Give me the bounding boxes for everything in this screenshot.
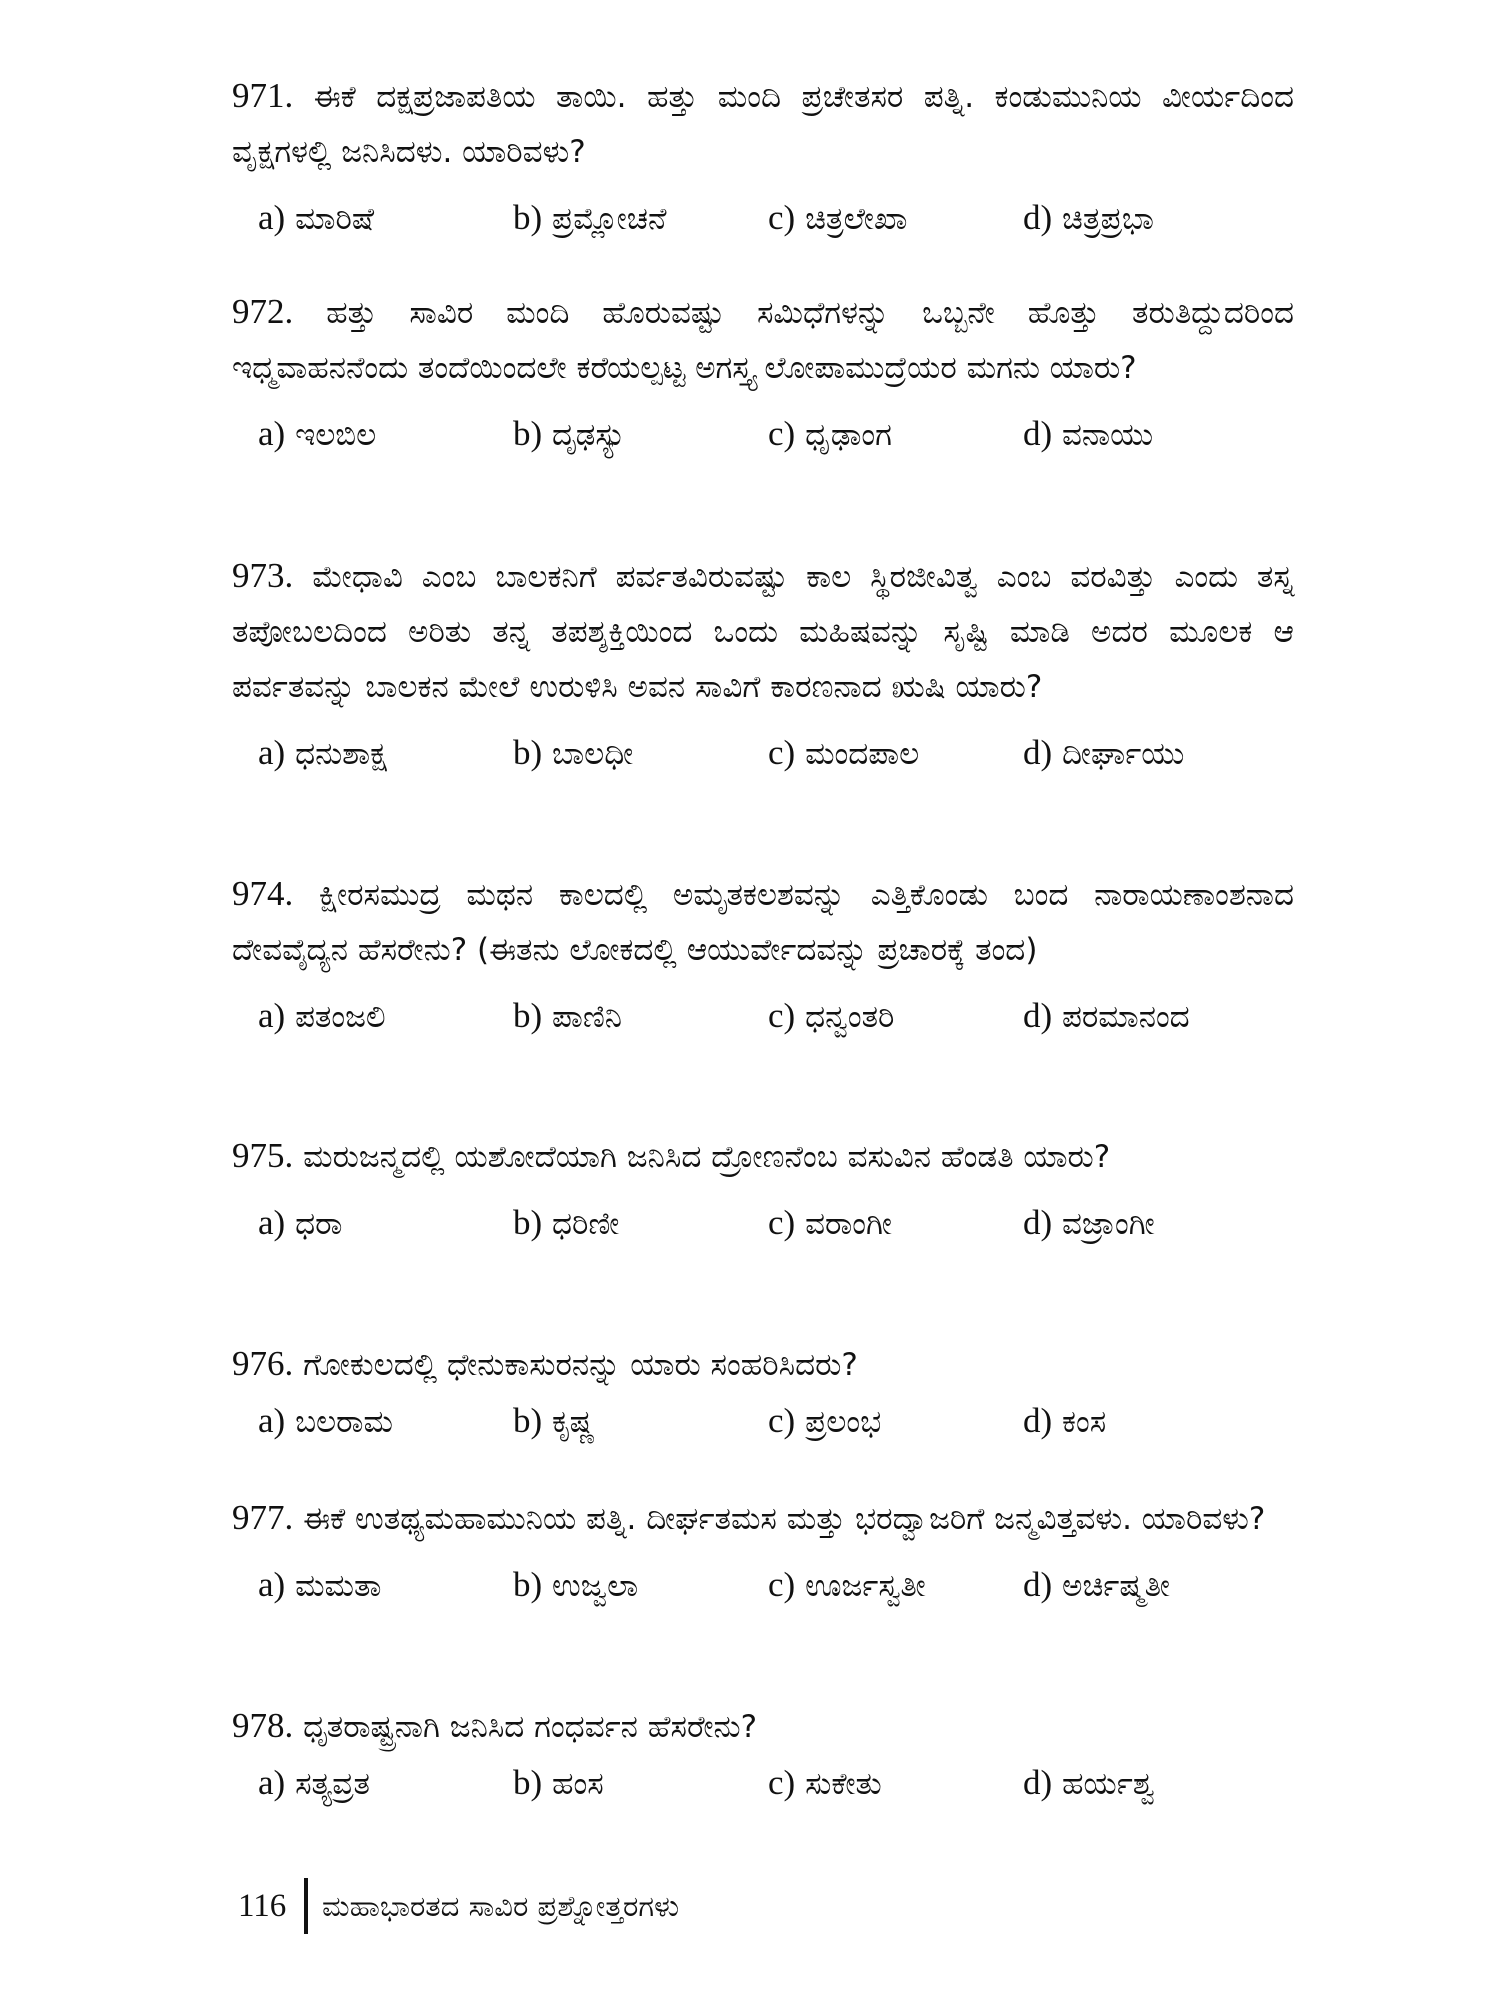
question-number: 975. <box>232 1136 294 1175</box>
option-a <box>258 414 513 454</box>
option-c <box>768 996 1023 1036</box>
options-row <box>258 1755 1294 1810</box>
option-text: ಧೃಢಾಂಗ <box>805 416 892 453</box>
option-d <box>1023 996 1278 1036</box>
option-letter: d) <box>1023 197 1053 237</box>
question-number: 972. <box>232 292 294 331</box>
option-letter: b) <box>513 1564 543 1604</box>
question-body: ಈಕೆ ದಕ್ಷಪ್ರಜಾಪತಿಯ ತಾಯಿ. ಹತ್ತು ಮಂದಿ ಪ್ರಚೇತಸರ ಪತ್ನಿ. ಕಂಡುಮುನಿಯ ವೀರ್ಯದಿಂದ ವೃಕ್ಷಗಳಲ್ಲಿ ಜನಿಸಿದಳು. ಯಾರಿವಳು? <box>232 79 1294 170</box>
option-text: ಉಜ್ವಲಾ <box>552 1567 639 1604</box>
option-text: ಧನುಶಾಕ್ಷ <box>295 735 387 772</box>
page-number: 116 <box>238 1887 287 1924</box>
option-letter: a) <box>258 197 286 237</box>
option-d <box>1023 414 1278 454</box>
question-number: 976. <box>232 1344 294 1383</box>
option-a <box>258 198 513 238</box>
option-d <box>1023 733 1278 773</box>
option-text: ಕಂಸ <box>1062 1403 1107 1440</box>
option-letter: c) <box>768 1400 796 1440</box>
option-text: ಅರ್ಚಿಷ್ಮತೀ <box>1062 1567 1170 1604</box>
option-text: ದೀರ್ಘಾಯು <box>1062 735 1185 772</box>
question-976 <box>232 1336 1294 1448</box>
option-text: ಹಂಸ <box>552 1765 604 1802</box>
option-text: ಧರಾ <box>295 1205 343 1242</box>
option-letter: d) <box>1023 413 1053 453</box>
question-978 <box>232 1698 1294 1810</box>
question-body: ಗೋಕುಲದಲ್ಲಿ ಧೇನುಕಾಸುರನನ್ನು ಯಾರು ಸಂಹರಿಸಿದರು? <box>303 1347 858 1383</box>
option-text: ವಜ್ರಾಂಗೀ <box>1062 1205 1155 1242</box>
option-text: ವನಾಯು <box>1062 416 1154 453</box>
option-letter: a) <box>258 1202 286 1242</box>
question-number: 971. <box>232 76 294 115</box>
option-letter: b) <box>513 995 543 1035</box>
option-c <box>768 733 1023 773</box>
option-letter: d) <box>1023 1202 1053 1242</box>
option-letter: b) <box>513 197 543 237</box>
options-row <box>258 190 1294 245</box>
book-title: ಮಹಾಭಾರತದ ಸಾವಿರ ಪ್ರಶ್ನೋತ್ತರಗಳು <box>322 1888 680 1923</box>
option-letter: a) <box>258 413 286 453</box>
option-letter: d) <box>1023 1564 1053 1604</box>
option-b <box>513 198 768 238</box>
option-c <box>768 1565 1023 1605</box>
option-letter: a) <box>258 995 286 1035</box>
option-d <box>1023 1763 1278 1803</box>
option-c <box>768 1401 1023 1441</box>
options-row <box>258 1557 1294 1612</box>
option-d <box>1023 1203 1278 1243</box>
option-text: ಪರಮಾನಂದ <box>1062 998 1190 1035</box>
option-text: ಮಾರಿಷೆ <box>295 200 375 237</box>
option-letter: a) <box>258 1762 286 1802</box>
option-b <box>513 996 768 1036</box>
option-letter: c) <box>768 732 796 772</box>
option-d <box>1023 198 1278 238</box>
option-text: ಚಿತ್ರಲೇಖಾ <box>805 200 908 237</box>
footer-divider <box>304 1878 308 1934</box>
option-b <box>513 1401 768 1441</box>
option-letter: b) <box>513 1762 543 1802</box>
question-body: ಹತ್ತು ಸಾವಿರ ಮಂದಿ ಹೊರುವಷ್ಟು ಸಮಿಧೆಗಳನ್ನು ಒಬ್ಬನೇ ಹೊತ್ತು ತರುತಿದ್ದುದರಿಂದ ಇಧ್ಮವಾಹನನೆಂದು ತಂದೆಯಿಂದಲೇ ಕರೆಯಲ್ಪಟ್ಟ ಅಗಸ್ತ್ಯ ಲೋಪಾಮುದ್ರೆಯರ ಮಗನು ಯಾರು? <box>232 295 1294 386</box>
option-text: ಬಲರಾಮ <box>295 1403 393 1440</box>
option-text: ಇಲಬಿಲ <box>295 416 377 453</box>
option-letter: c) <box>768 1202 796 1242</box>
option-text: ಸತ್ಯವ್ರತ <box>295 1765 370 1802</box>
option-text: ವರಾಂಗೀ <box>805 1205 892 1242</box>
options-row <box>258 1393 1294 1448</box>
option-text: ಮಮತಾ <box>295 1567 382 1604</box>
option-letter: a) <box>258 732 286 772</box>
question-number: 978. <box>232 1706 294 1745</box>
option-letter: a) <box>258 1564 286 1604</box>
option-a <box>258 1203 513 1243</box>
option-text: ಕೃಷ್ಣ <box>552 1403 596 1440</box>
question-972 <box>232 284 1294 461</box>
option-letter: c) <box>768 995 796 1035</box>
option-text: ಬಾಲಧೀ <box>552 735 634 772</box>
option-c <box>768 1763 1023 1803</box>
question-971 <box>232 68 1294 245</box>
option-text: ಹರ್ಯಶ್ವ <box>1062 1765 1156 1802</box>
option-b <box>513 1763 768 1803</box>
question-text <box>232 1490 1294 1547</box>
question-body: ಕ್ಷೀರಸಮುದ್ರ ಮಥನ ಕಾಲದಲ್ಲಿ ಅಮೃತಕಲಶವನ್ನು ಎತ್ತಿಕೊಂಡು ಬಂದ ನಾರಾಯಣಾಂಶನಾದ ದೇವವೈದ್ಯನ ಹೆಸರೇನು? (ಈತನು ಲೋಕದಲ್ಲಿ ಆಯುರ್ವೇದವನ್ನು ಪ್ರಚಾರಕ್ಕೆ ತಂದ) <box>232 877 1295 968</box>
option-text: ಪತಂಜಲಿ <box>295 998 386 1035</box>
option-a <box>258 1401 513 1441</box>
option-text: ಊರ್ಜಸ್ವತೀ <box>805 1567 926 1604</box>
option-letter: b) <box>513 732 543 772</box>
option-b <box>513 1565 768 1605</box>
question-body: ಧೃತರಾಷ್ಟ್ರನಾಗಿ ಜನಿಸಿದ ಗಂಧರ್ವನ ಹೆಸರೇನು? <box>303 1709 758 1745</box>
option-text: ಪ್ರಲಂಭ <box>805 1403 882 1440</box>
option-d <box>1023 1565 1278 1605</box>
option-text: ಚಿತ್ರಪ್ರಭಾ <box>1062 200 1154 237</box>
option-b <box>513 414 768 454</box>
option-text: ಧರಿಣೀ <box>552 1205 620 1242</box>
options-row <box>258 988 1294 1043</box>
question-text <box>232 1128 1294 1185</box>
question-text <box>232 1336 1294 1393</box>
option-letter: d) <box>1023 995 1053 1035</box>
option-a <box>258 996 513 1036</box>
question-body: ಈಕೆ ಉತಥ್ಯಮಹಾಮುನಿಯ ಪತ್ನಿ. ದೀರ್ಘತಮಸ ಮತ್ತು ಭರದ್ವಾಜರಿಗೆ ಜನ್ಮವಿತ್ತವಳು. ಯಾರಿವಳು? <box>303 1501 1266 1537</box>
option-b <box>513 733 768 773</box>
question-text <box>232 866 1294 978</box>
option-text: ಧನ್ವಂತರಿ <box>805 998 895 1035</box>
option-letter: d) <box>1023 1400 1053 1440</box>
option-letter: c) <box>768 1564 796 1604</box>
option-letter: d) <box>1023 1762 1053 1802</box>
option-letter: d) <box>1023 732 1053 772</box>
option-c <box>768 198 1023 238</box>
option-b <box>513 1203 768 1243</box>
option-a <box>258 1763 513 1803</box>
option-c <box>768 1203 1023 1243</box>
option-letter: c) <box>768 1762 796 1802</box>
option-a <box>258 1565 513 1605</box>
question-975 <box>232 1128 1294 1250</box>
option-letter: b) <box>513 1400 543 1440</box>
options-row <box>258 406 1294 461</box>
option-text: ಪಾಣಿನಿ <box>552 998 623 1035</box>
option-text: ದೃಢಸ್ಯು <box>552 416 627 453</box>
option-letter: a) <box>258 1400 286 1440</box>
option-letter: c) <box>768 197 796 237</box>
option-text: ಮಂದಪಾಲ <box>805 735 920 772</box>
option-text: ಪ್ರಮ್ಲೋಚನೆ <box>552 200 667 237</box>
option-letter: b) <box>513 413 543 453</box>
question-body: ಮೇಧಾವಿ ಎಂಬ ಬಾಲಕನಿಗೆ ಪರ್ವತವಿರುವಷ್ಟು ಕಾಲ ಸ್ಥಿರಜೀವಿತ್ವ ಎಂಬ ವರವಿತ್ತು ಎಂದು ತಸ್ನ ತಪೋಬಲದಿಂದ ಅರಿತು ತನ್ನ ತಪಶ್ಶಕ್ತಿಯಿಂದ ಒಂದು ಮಹಿಷವನ್ನು ಸೃಷ್ಟಿ ಮಾಡಿ ಅದರ ಮೂಲಕ ಆ ಪರ್ವತವನ್ನು ಬಾಲಕನ ಮೇಲೆ ಉರುಳಿಸಿ ಅವನ ಸಾವಿಗೆ ಕಾರಣನಾದ ಋಷಿ ಯಾರು? <box>232 559 1295 705</box>
option-text: ಸುಕೇತು <box>805 1765 882 1802</box>
options-row <box>258 725 1294 780</box>
question-977 <box>232 1490 1294 1612</box>
page-footer <box>238 1878 679 1934</box>
question-text <box>232 284 1294 396</box>
option-d <box>1023 1401 1278 1441</box>
question-body: ಮರುಜನ್ಮದಲ್ಲಿ ಯಶೋದೆಯಾಗಿ ಜನಿಸಿದ ದ್ರೋಣನೆಂಬ ವಸುವಿನ ಹೆಂಡತಿ ಯಾರು? <box>303 1139 1111 1175</box>
option-a <box>258 733 513 773</box>
option-letter: b) <box>513 1202 543 1242</box>
question-973 <box>232 548 1294 780</box>
question-974 <box>232 866 1294 1043</box>
question-text <box>232 68 1294 180</box>
option-letter: c) <box>768 413 796 453</box>
options-row <box>258 1195 1294 1250</box>
option-c <box>768 414 1023 454</box>
question-number: 977. <box>232 1498 294 1537</box>
question-number: 974. <box>232 874 294 913</box>
question-number: 973. <box>232 556 294 595</box>
question-text <box>232 1698 1294 1755</box>
question-text <box>232 548 1294 715</box>
